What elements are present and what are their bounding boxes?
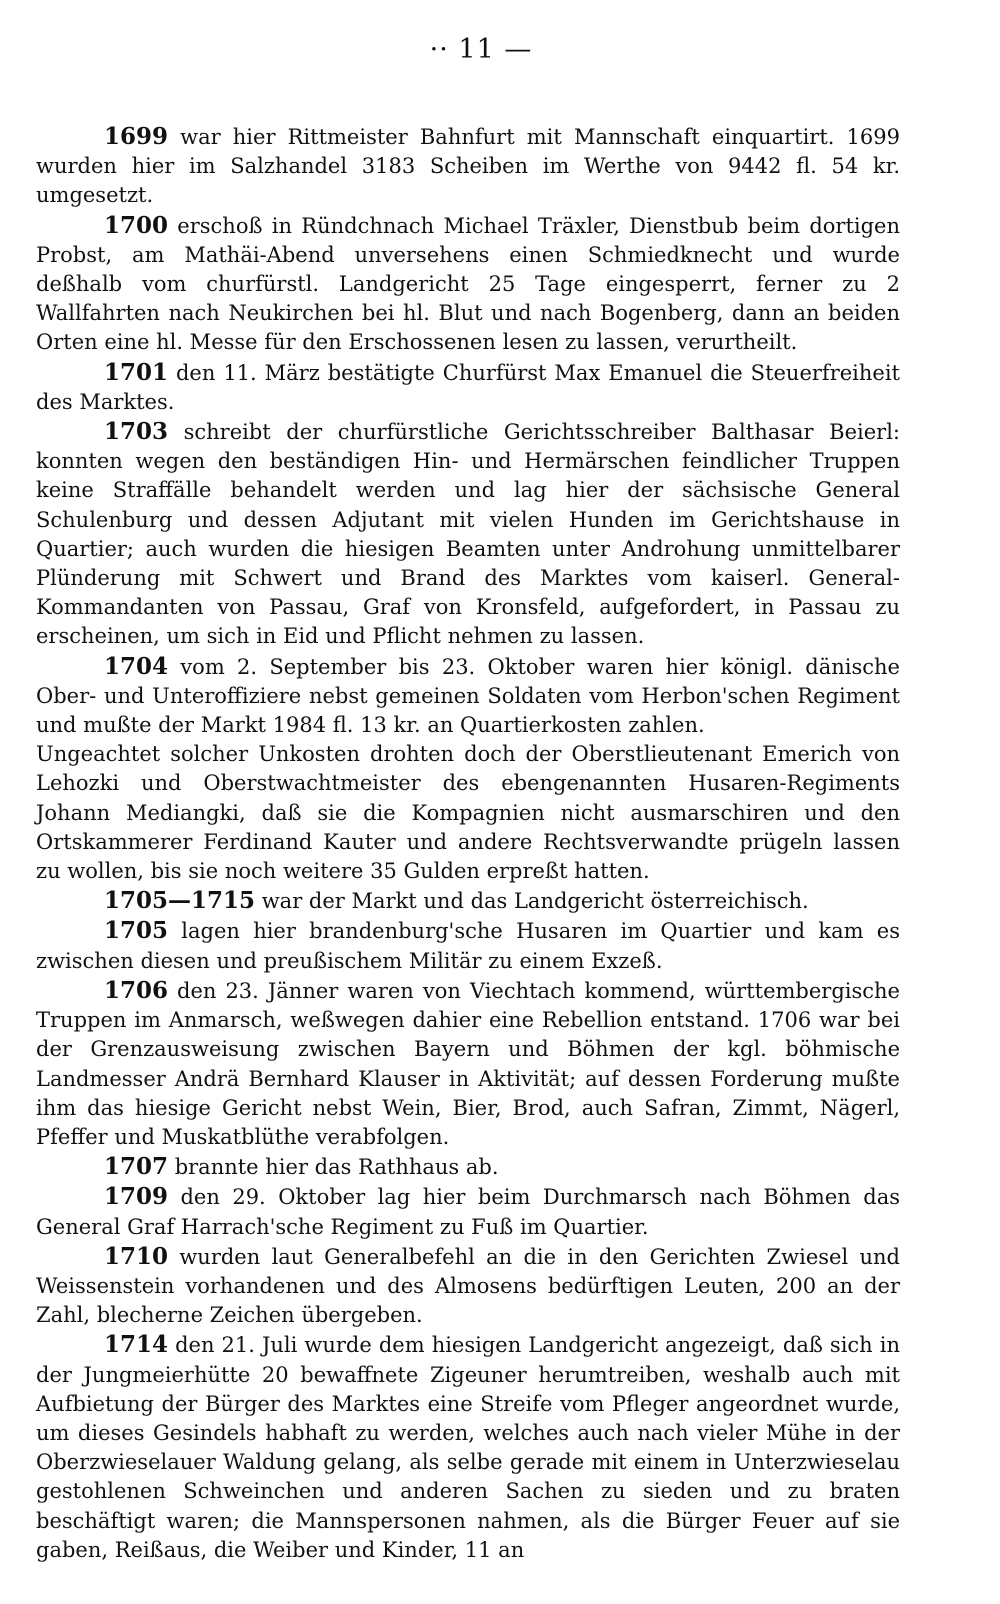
entry-text: war der Markt und das Landgericht österreichisch.	[255, 889, 809, 914]
entry-text: Ungeachtet solcher Unkosten drohten doch der Oberstlieutenant Emerich von Lehozki und Oberstwachtmeister des ebengenannten Husaren-Regiments Johann Mediangki, daß sie die Kompagnien nicht ausmarschiren und den Ortskammerer Ferdinand Kauter und andere Rechtsverwandte prügeln lassen zu wollen, bis sie noch weitere 35 Gulden erpreßt hatten.	[36, 742, 900, 884]
entry-1705	[36, 916, 900, 975]
entry-1714	[36, 1330, 900, 1565]
entry-year: 1705	[104, 917, 169, 945]
entry-1710	[36, 1242, 900, 1331]
entry-text: den 29. Oktober lag hier beim Durchmarsch nach Böhmen das General Graf Harrach'sche Regiment zu Fuß im Quartier.	[36, 1185, 900, 1239]
entry-1706	[36, 976, 900, 1152]
page-number: ·· 11 —	[429, 34, 533, 65]
entry-text: wurden laut Generalbefehl an die in den Gerichten Zwiesel und Weissenstein vorhandenen und des Almosens bedürftigen Leuten, 200 an der Zahl, blecherne Zeichen übergeben.	[36, 1244, 900, 1328]
entry-text: den 21. Juli wurde dem hiesigen Landgericht angezeigt, daß sich in der Jungmeierhütte 20 bewaffnete Zigeuner herumtreiben, weshalb auch mit Aufbietung der Bürger des Marktes eine Streife vom Pfleger angeordnet wurde, um dieses Gesindels habhaft zu werden, welches auch nach vieler Mühe in der Oberzwieselauer Waldung gelang, als selbe gerade mit einem in Unterzwieselau gestohlenen Schweinchen und anderen Sachen zu sieden und zu braten beschäftigt waren; die Mannspersonen nahmen, als die Bürger Feuer auf sie gaben, Reißaus, die Weiber und Kinder, 11 an	[36, 1333, 900, 1562]
entry-1701	[36, 358, 900, 417]
entry-text: erschoß in Ründchnach Michael Träxler, Dienstbub beim dortigen Probst, am Mathäi-Abend unversehens einen Schmiedknecht und wurde deßhalb vom churfürstl. Landgericht 25 Tage eingesperrt, ferner zu 2 Wallfahrten nach Neukirchen bei hl. Blut und nach Bogenberg, dann an beiden Orten eine hl. Messe für den Erschossenen lesen zu lassen, verurtheilt.	[36, 213, 900, 355]
entry-year: 1701	[104, 358, 169, 386]
entry-text: lagen hier brandenburg'sche Husaren im Quartier und kam es zwischen diesen und preußischem Militär zu einem Exzeß.	[36, 919, 900, 973]
entry-year: 1699	[104, 123, 169, 150]
entry-text: den 23. Jänner waren von Viechtach kommend, württembergische Truppen im Anmarsch, weßwegen dahier eine Rebellion entstand. 1706 war bei der Grenzausweisung zwischen Bayern und Böhmen der kgl. böhmische Landmesser Andrä Bernhard Klauser in Aktivität; auf dessen Forderung mußte ihm das hiesige Gericht nebst Wein, Bier, Brod, auch Safran, Zimmt, Nägerl, Pfeffer und Muskatblüthe verabfolgen.	[36, 978, 900, 1149]
entry-year: 1706	[104, 976, 169, 1004]
entry-text: schreibt der churfürstliche Gerichtsschreiber Balthasar Beierl: konnten wegen den beständigen Hin- und Hermärschen feindlicher Truppen keine Straffälle behandelt werden und lag hier der sächsische General Schulenburg und dessen Adjutant mit vielen Hunden im Gerichtshause in Quartier; auch wurden die hiesigen Beamten unter Androhung unmittelbarer Plünderung mit Schwert und Brand des Marktes vom kaiserl. General-Kommandanten von Passau, Graf von Kronsfeld, aufgefordert, in Passau zu erscheinen, um sich in Eid und Pflicht nehmen zu lassen.	[36, 420, 900, 649]
entry-year: 1709	[104, 1183, 169, 1211]
entry-1704-continuation	[36, 740, 900, 886]
entry-year: 1707	[104, 1153, 169, 1181]
entry-text: brannte hier das Rathhaus ab.	[168, 1155, 499, 1180]
entry-1709	[36, 1182, 900, 1241]
entry-text: war hier Rittmeister Bahnfurt mit Mannschaft einquartirt. 1699 wurden hier im Salzhandel 3183 Scheiben im Werthe von 9442 fl. 54 kr. umgesetzt.	[36, 125, 900, 208]
entry-text: vom 2. September bis 23. Oktober waren hier königl. dänische Ober- und Unteroffiziere nebst gemeinen Soldaten vom Herbon'schen Regiment und mußte der Markt 1984 fl. 13 kr. an Quartierkosten zahlen.	[36, 654, 900, 738]
entry-1699	[36, 122, 900, 211]
entry-year: 1704	[104, 652, 169, 680]
entry-year: 1700	[104, 211, 169, 239]
entry-1703	[36, 417, 900, 652]
entry-1704	[36, 652, 900, 741]
entry-year: 1705—1715	[104, 887, 256, 915]
entry-1700	[36, 211, 900, 358]
entry-year: 1714	[104, 1331, 169, 1359]
entry-1705-1715	[36, 886, 900, 916]
entry-year: 1710	[104, 1242, 169, 1270]
entry-text: den 11. März bestätigte Churfürst Max Emanuel die Steuerfreiheit des Marktes.	[36, 360, 900, 414]
entry-year: 1703	[104, 418, 169, 446]
entry-1707	[36, 1152, 900, 1182]
chronicle-text	[36, 122, 900, 1565]
